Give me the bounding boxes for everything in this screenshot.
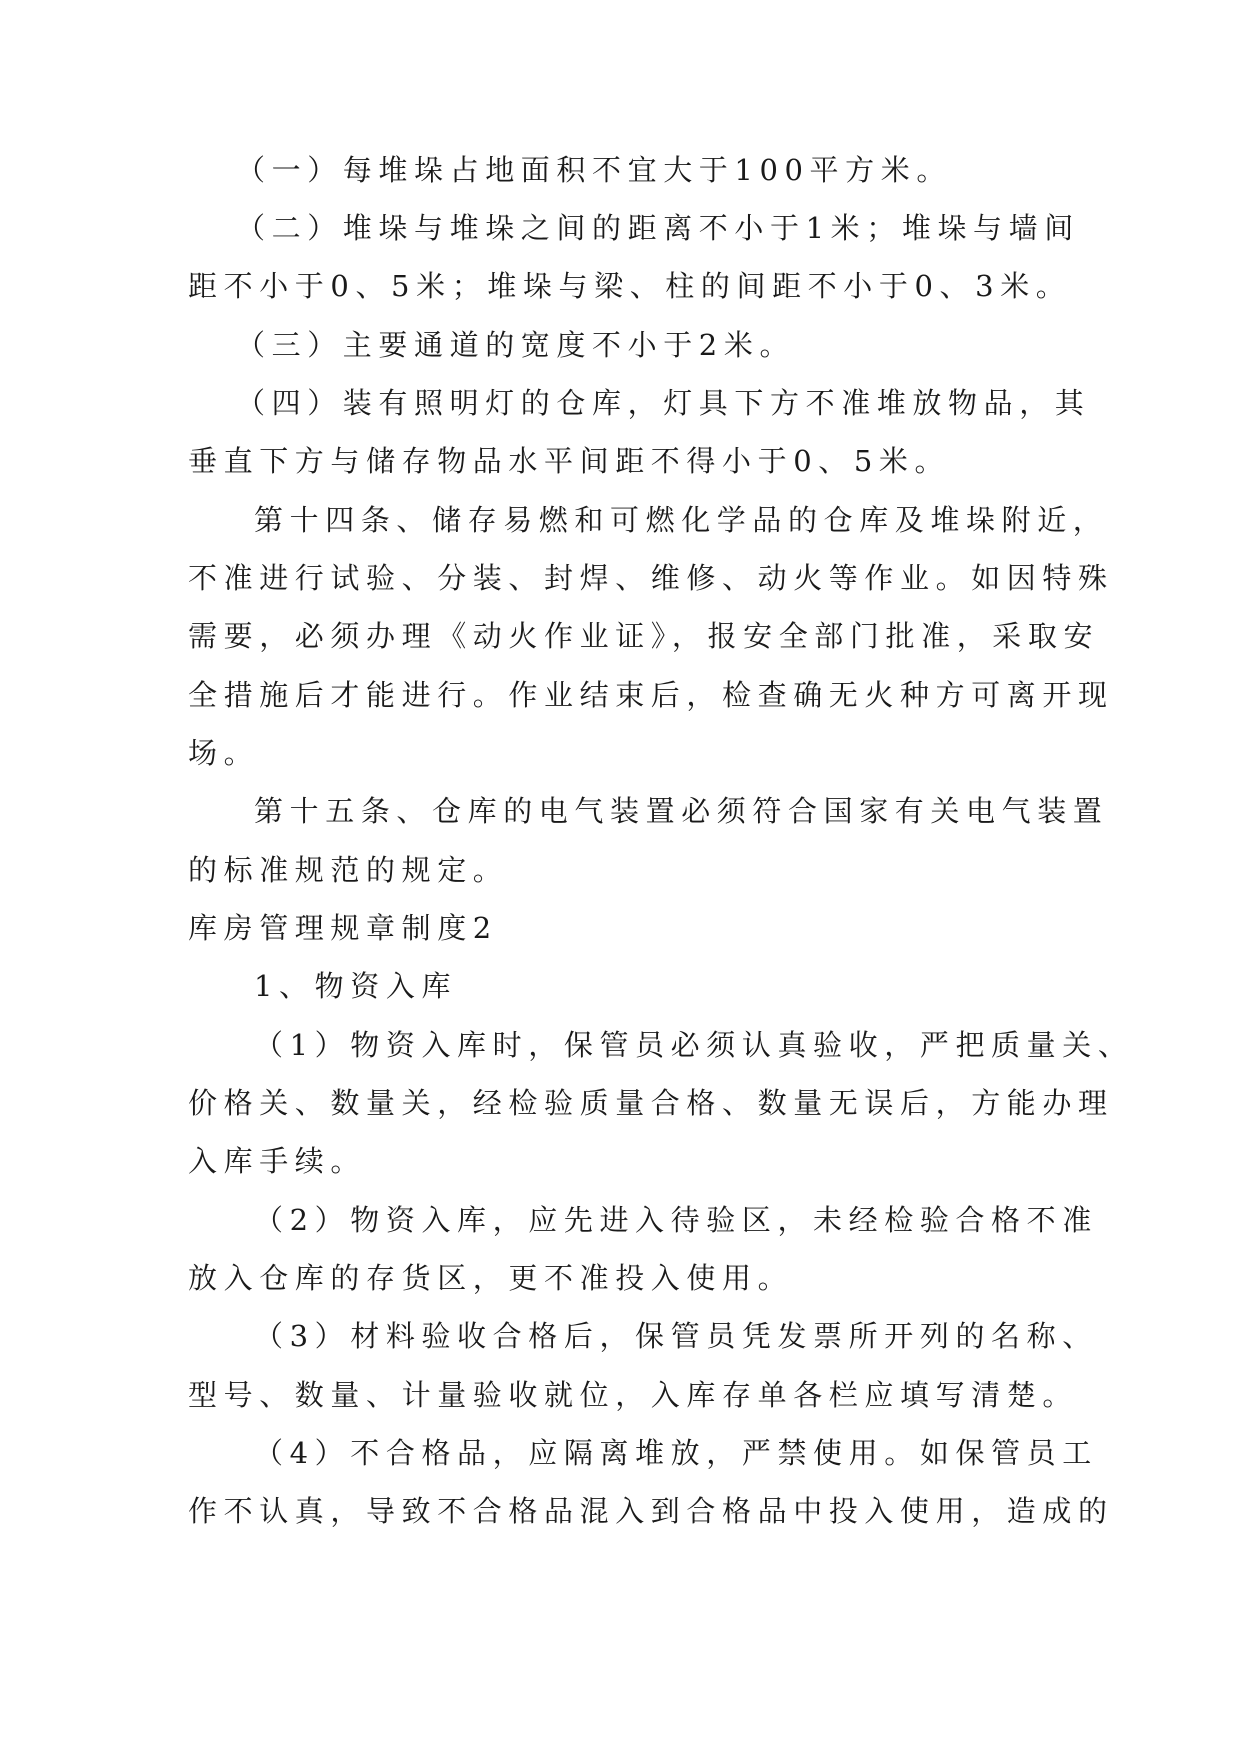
section-heading: 库房管理规章制度2 (188, 911, 498, 945)
text-line: 垂直下方与储存物品水平间距不得小于0、5米。 (188, 444, 951, 478)
text-line: 入库手续。 (188, 1144, 367, 1178)
text-line: 需要，必须办理《动火作业证》，报安全部门批准，采取安 (188, 619, 1100, 653)
text-line: （2）物资入库，应先进入待验区，未经检验合格不准 (254, 1203, 1098, 1237)
text-line: （1）物资入库时，保管员必须认真验收，严把质量关、 (254, 1028, 1134, 1062)
text-line: 型号、数量、计量验收就位，入库存单各栏应填写清楚。 (188, 1378, 1079, 1412)
text-line: 1、物资入库 (254, 969, 458, 1003)
text-line: （3）材料验收合格后，保管员凭发票所开列的名称、 (254, 1319, 1098, 1353)
text-line: （四）装有照明灯的仓库，灯具下方不准堆放物品，其 (236, 386, 1091, 420)
text-line: 场。 (188, 736, 260, 770)
text-line: 放入仓库的存货区，更不准投入使用。 (188, 1261, 794, 1295)
text-line: 第十四条、储存易燃和可燃化学品的仓库及堆垛附近， (254, 503, 1109, 537)
text-line: 全措施后才能进行。作业结束后，检查确无火种方可离开现 (188, 678, 1114, 712)
text-line: 的标准规范的规定。 (188, 853, 509, 887)
text-line: （一）每堆垛占地面积不宜大于100平方米。 (236, 153, 952, 187)
text-line: （三）主要通道的宽度不小于2米。 (236, 328, 796, 362)
text-line: （二）堆垛与堆垛之间的距离不小于1米；堆垛与墙间 (236, 211, 1080, 245)
text-line: 距不小于0、5米；堆垛与梁、柱的间距不小于0、3米。 (188, 269, 1072, 303)
text-line: 第十五条、仓库的电气装置必须符合国家有关电气装置 (254, 794, 1109, 828)
text-line: 价格关、数量关，经检验质量合格、数量无误后，方能办理 (188, 1086, 1114, 1120)
text-line: 作不认真，导致不合格品混入到合格品中投入使用，造成的 (188, 1494, 1114, 1528)
text-line: 不准进行试验、分装、封焊、维修、动火等作业。如因特殊 (188, 561, 1114, 595)
text-line: （4）不合格品，应隔离堆放，严禁使用。如保管员工 (254, 1436, 1098, 1470)
